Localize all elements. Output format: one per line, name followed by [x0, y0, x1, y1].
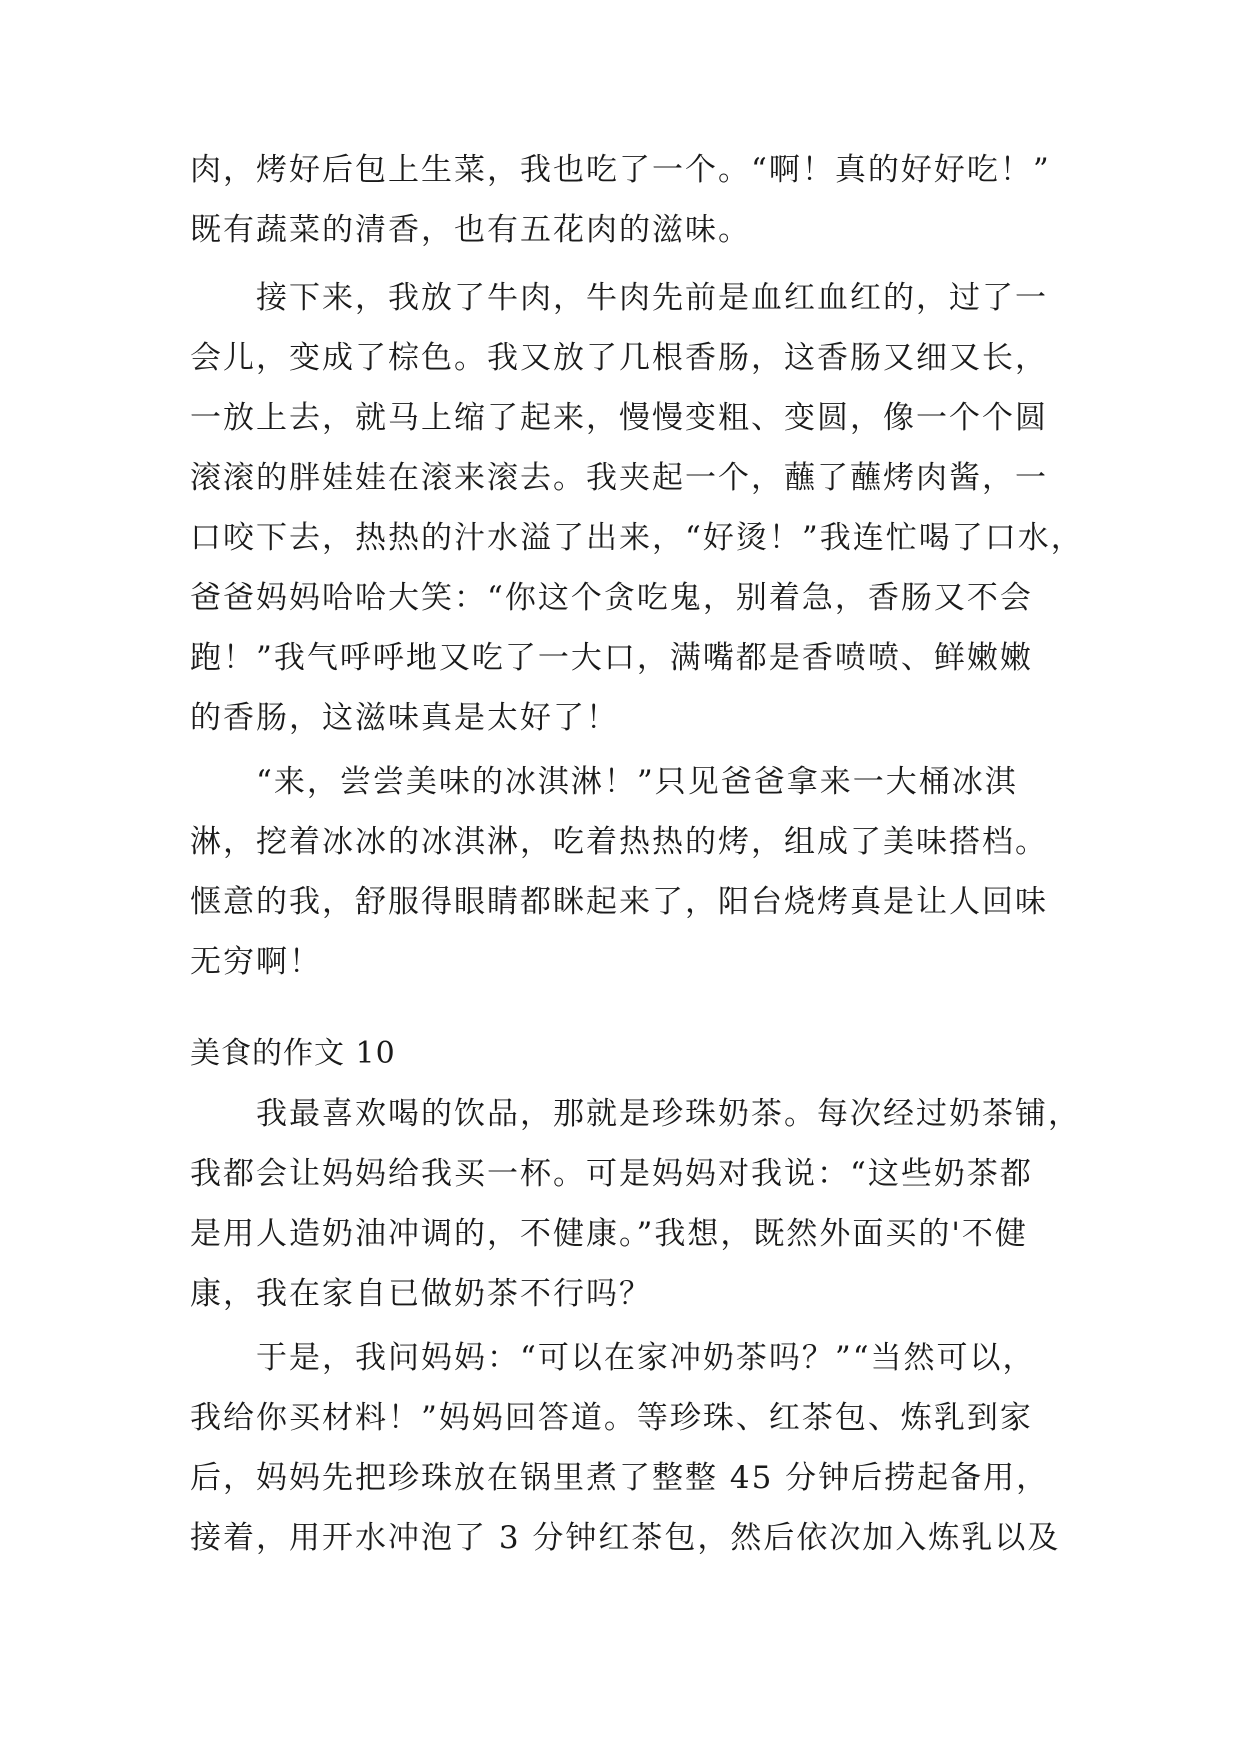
text-line: 一放上去，就马上缩了起来，慢慢变粗、变圆，像一个个圆	[190, 400, 1048, 436]
text-line: 会儿，变成了棕色。我又放了几根香肠，这香肠又细又长，	[190, 340, 1048, 376]
paragraph-start-line: 接下来，我放了牛肉，牛肉先前是血红血红的，过了一	[256, 280, 1048, 316]
text-line: 滚滚的胖娃娃在滚来滚去。我夹起一个，蘸了蘸烤肉酱，一	[190, 460, 1048, 496]
text-line: 是用人造奶油冲调的，不健康。”我想，既然外面买的'不健	[190, 1216, 1028, 1252]
text-line: 接着，用开水冲泡了 3 分钟红茶包，然后依次加入炼乳以及	[190, 1520, 1061, 1556]
text-line: 无穷啊！	[190, 944, 322, 980]
text-line: 跑！”我气呼呼地又吃了一大口，满嘴都是香喷喷、鲜嫩嫩	[190, 640, 1033, 676]
text-line: 我都会让妈妈给我买一杯。可是妈妈对我说：“这些奶茶都	[190, 1156, 1033, 1192]
paragraph-start-line: 于是，我问妈妈：“可以在家冲奶茶吗？”“当然可以，	[256, 1340, 1036, 1376]
text-line: 的香肠，这滋味真是太好了！	[190, 700, 619, 736]
text-line: 康，我在家自已做奶茶不行吗？	[190, 1276, 652, 1312]
text-line: 后，妈妈先把珍珠放在锅里煮了整整 45 分钟后捞起备用，	[190, 1460, 1050, 1496]
essay-section-2	[190, 1024, 1081, 1568]
paragraph-start-line: 我最喜欢喝的饮品，那就是珍珠奶茶。每次经过奶茶铺，	[256, 1096, 1081, 1132]
text-line: 肉，烤好后包上生菜，我也吃了一个。“啊！真的好好吃！”	[190, 152, 1051, 188]
text-line: 惬意的我，舒服得眼睛都眯起来了，阳台烧烤真是让人回味	[190, 884, 1048, 920]
text-line: 爸爸妈妈哈哈大笑：“你这个贪吃鬼，别着急，香肠又不会	[190, 580, 1033, 616]
text-line: 既有蔬菜的清香，也有五花肉的滋味。	[190, 212, 751, 248]
section-heading: 美食的作文 10	[190, 1036, 396, 1071]
text-line: 我给你买材料！”妈妈回答道。等珍珠、红茶包、炼乳到家	[190, 1400, 1033, 1436]
text-line: 淋，挖着冰冰的冰淇淋，吃着热热的烤，组成了美味搭档。	[190, 824, 1048, 860]
essay-section-1	[190, 140, 1084, 992]
paragraph-start-line: “来，尝尝美味的冰淇淋！”只见爸爸拿来一大桶冰淇	[256, 764, 1018, 800]
text-line: 口咬下去，热热的汁水溢了出来，“好烫！”我连忙喝了口水，	[190, 520, 1084, 556]
